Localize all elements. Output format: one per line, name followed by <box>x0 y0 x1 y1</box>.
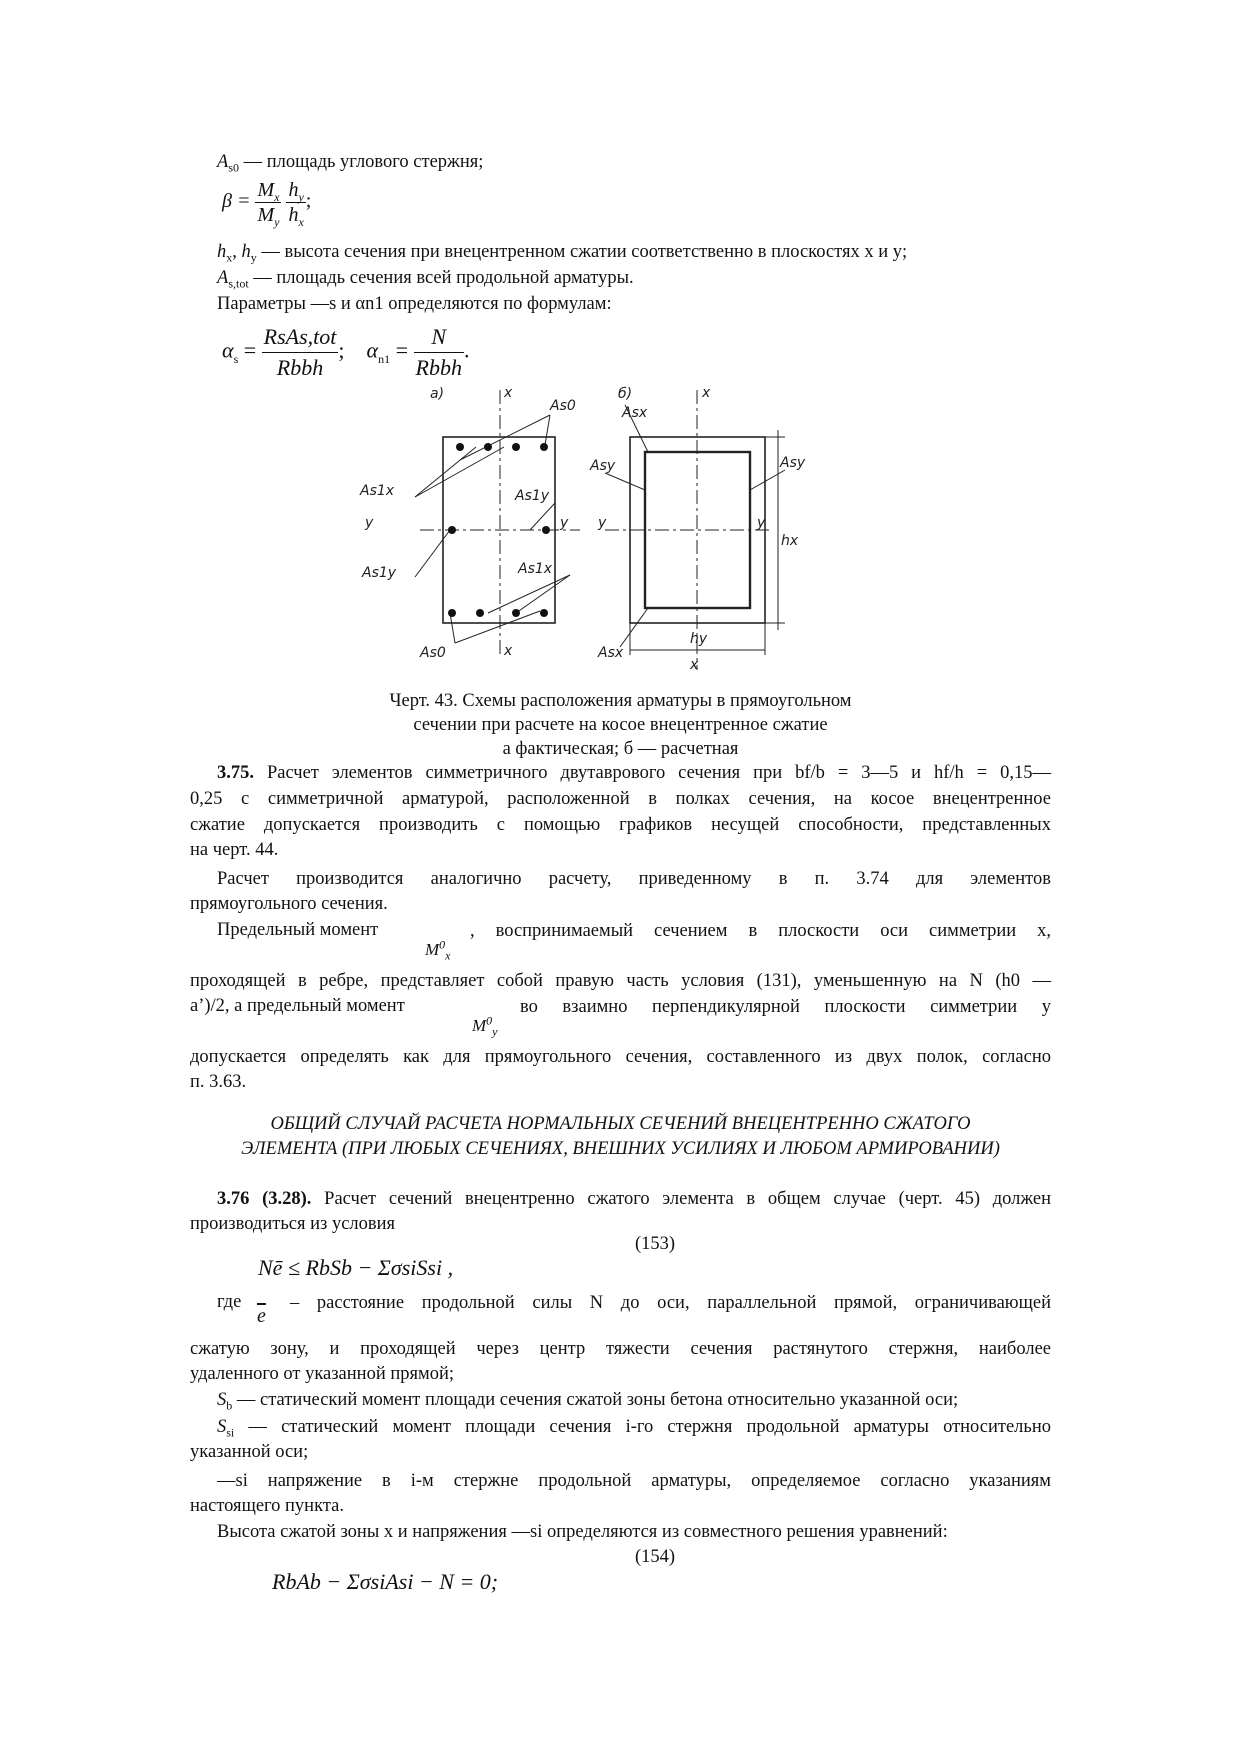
svg-text:As1x: As1x <box>360 483 395 499</box>
sec375-p3-line5: п. 3.63. <box>190 1072 247 1092</box>
section-heading-2: ЭЛЕМЕНТА (ПРИ ЛЮБЫХ СЕЧЕНИЯХ, ВНЕШНИХ УСИЛИЯХ И ЛЮБОМ АРМИРОВАНИИ) <box>241 1139 1000 1159</box>
beta-frac-h: $\frac{h_y}{h_x}$ <box>288 179 304 229</box>
svg-text:Asy: Asy <box>590 458 616 474</box>
svg-text:y: y <box>757 515 766 531</box>
svg-text:Asx: Asx <box>622 405 648 421</box>
svg-text:Asx: Asx <box>598 645 624 661</box>
def-hx-hy: $h_x$, $h_y$ — высота сечения при внецентренном сжатии соответственно в плоскостях x и y; <box>217 242 908 265</box>
sec375-p2-line1: Расчет производится аналогично расчету, приведенному в п. 3.74 для элементов <box>217 869 1051 889</box>
sec375-p3c-left: a’)/2, а предельный момент <box>190 996 405 1016</box>
svg-text:Asy: Asy <box>780 455 806 471</box>
svg-text:y: y <box>598 515 607 531</box>
figure-caption-3: а фактическая; б — расчетная <box>502 739 739 759</box>
figure-caption-2: сечении при расчете на косое внецентренное сжатие <box>413 715 828 735</box>
svg-text:As1x: As1x <box>518 561 553 577</box>
svg-text:x: x <box>504 385 513 401</box>
sec375-p3-line2: проходящей в ребре, представляет собой правую часть условия (131), уменьшенную на N (h0 — <box>190 971 1051 991</box>
sec375-line1: 3.75. Расчет элементов симметричного двутаврового сечения при bf/b = 3—5 и hf/h = 0,15— <box>217 763 1052 783</box>
where-line3: удаленного от указанной прямой; <box>190 1364 455 1384</box>
def-sb: $S_b$ — статический момент площади сечения сжатой зоны бетона относительно указанной оси; <box>217 1390 959 1413</box>
alpha-n1-frac: $\frac{N}{\text{Rbbh}}$ <box>415 324 462 380</box>
sec375-p3-left: Предельный момент <box>217 920 379 940</box>
def-as0: $A_{s0}$ — площадь углового стержня; <box>217 152 484 175</box>
alpha-s-frac: $\frac{\text{RsAs,tot}}{\text{Rbbh}}$ <box>263 324 337 380</box>
svg-text:y: y <box>365 515 374 531</box>
svg-text:hy: hy <box>690 631 708 647</box>
def-ssi-line2: указанной оси; <box>190 1442 309 1462</box>
sec375-p3-right: , воспринимаемый сечением в плоскости оси симметрии x, <box>470 921 1051 941</box>
mx0-symbol: $M^0_x$ <box>425 937 451 963</box>
eq154: RbAb − ΣσsiAsi − N = 0; <box>272 1569 499 1594</box>
eq153-number: (153) <box>635 1234 676 1254</box>
sec375-p2-line2: прямоугольного сечения. <box>190 894 388 914</box>
eq154-number: (154) <box>635 1547 676 1567</box>
svg-text:y: y <box>560 515 569 531</box>
formula-beta: β = $\frac{M_x}{M_y}$ $\frac{h_y}{h_x}$ ; <box>222 179 312 229</box>
sec375-p3c-right: во взаимно перпендикулярной плоскости симметрии y <box>520 997 1051 1017</box>
formula-alpha: $\alpha_s$ = $\frac{\text{RsAs,tot}}{\text{Rbbh}}$ ; $\alpha_{n1}$ = $\frac{N}{\text{Rbbh}}$ . <box>222 322 469 383</box>
def-as-tot: $A_{s,tot}$ — площадь сечения всей продольной арматуры. <box>217 268 634 291</box>
figure-caption-1: Черт. 43. Схемы расположения арматуры в прямоугольном <box>389 691 852 711</box>
svg-text:hx: hx <box>781 533 799 549</box>
figure-label-a: а) <box>430 386 445 402</box>
def-sigma: —si напряжение в i-м стержне продольной арматуры, определяемое согласно указаниям <box>217 1471 1051 1491</box>
sec375-line3: сжатие допускается производить с помощью графиков несущей способности, представленных <box>190 815 1051 835</box>
reinforcement-figure <box>360 385 860 675</box>
def-ssi: $S_{si}$ — статический момент площади сечения i-го стержня продольной арматуры относительно <box>217 1417 1051 1440</box>
sec375-line4: на черт. 44. <box>190 840 279 860</box>
sec376-line2: производиться из условия <box>190 1214 396 1234</box>
svg-text:As0: As0 <box>420 645 446 661</box>
svg-text:As0: As0 <box>550 398 576 414</box>
svg-text:As1y: As1y <box>515 488 550 504</box>
svg-text:x: x <box>504 643 513 659</box>
def-sigma-line2: настоящего пункта. <box>190 1496 344 1516</box>
params-line: Параметры —s и αn1 определяются по формулам: <box>217 294 612 314</box>
section-heading-1: ОБЩИЙ СЛУЧАЙ РАСЧЕТА НОРМАЛЬНЫХ СЕЧЕНИЙ ВНЕЦЕНТРЕННО СЖАТОГО <box>270 1114 971 1134</box>
eq153: Nē ≤ RbSb − ΣσsiSsi , <box>258 1255 454 1280</box>
sec375-line2: 0,25 с симметричной арматурой, расположенной в полках сечения, на косое внецентренное <box>190 789 1051 809</box>
where-line2: сжатую зону, и проходящей через центр тяжести сечения растянутого стержня, наиболее <box>190 1339 1051 1359</box>
height-line: Высота сжатой зоны x и напряжения —si определяются из совместного решения уравнений: <box>217 1522 948 1542</box>
where-right: – расстояние продольной силы N до оси, параллельной прямой, ограничивающей <box>290 1293 1051 1313</box>
where-left: где <box>217 1292 242 1312</box>
sec376-line1: 3.76 (3.28). Расчет сечений внецентренно сжатого элемента в общем случае (черт. 45) должен <box>217 1189 1052 1209</box>
svg-text:As1y: As1y <box>362 565 397 581</box>
ebar-symbol: $\overline{e}$ <box>257 1305 266 1327</box>
svg-text:x: x <box>690 657 699 673</box>
figure-label-b: б) <box>618 386 633 402</box>
svg-text:x: x <box>702 385 711 401</box>
my0-symbol: $M^0_y$ <box>472 1013 498 1039</box>
beta-frac-m: $\frac{M_x}{M_y}$ <box>257 179 280 229</box>
sec375-p3-line4: допускается определять как для прямоугольного сечения, составленного из двух полок, согласно <box>190 1047 1051 1067</box>
